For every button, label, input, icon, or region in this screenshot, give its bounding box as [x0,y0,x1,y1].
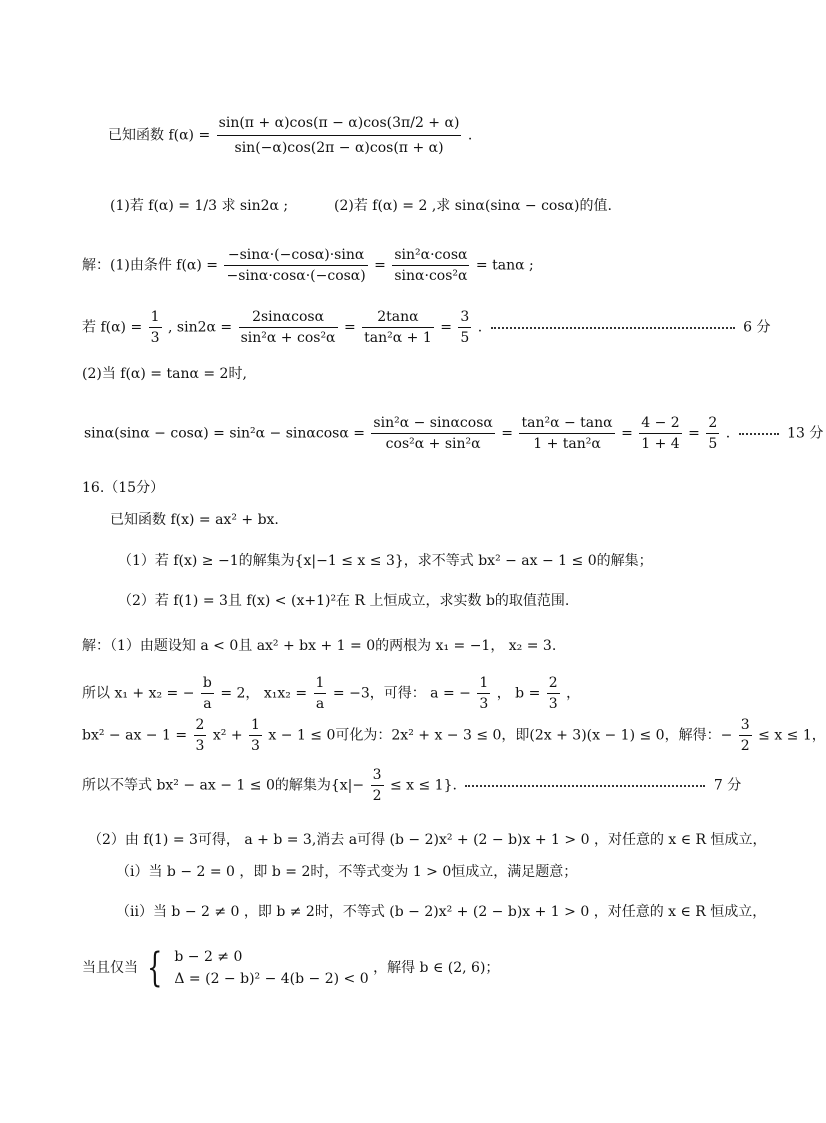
problem-16-given: 已知函数 f(x) = ax² + bx. [110,512,279,528]
fraction-numerator: 1 [249,716,262,736]
line-text: 所以不等式 bx² − ax − 1 ≤ 0的解集为{x|− [82,777,365,794]
problem-16-solution-2 [82,674,580,713]
score-leader-dots [739,433,779,435]
line-text: , sin2α = [168,319,233,336]
fraction-denominator: 1 + tan²α [533,436,601,452]
line-text: = −3，可得： a = − [332,685,471,702]
solution-1-fraction-2 [392,246,469,285]
problem-16-question-2: （2）若 f(1) = 3且 f(x) < (x+1)²在 R 上恒成立，求实数 b的取值范围. [118,593,570,609]
given-prefix: 已知函数 f(α) = [108,127,211,144]
fraction-numerator: 2tanα [362,308,434,328]
fraction-numerator: 2sinαcosα [239,308,338,328]
problem-16-header: 16.（15分） [82,480,165,496]
score-label: 6 分 [743,319,771,336]
question-1: (1)若 f(α) = 1/3 求 sin2α ; [110,198,289,214]
fraction-numerator: 3 [371,766,384,786]
fraction-numerator: 3 [739,716,752,736]
fraction-denominator: −sinα·cosα·(−cosα) [226,268,366,284]
fraction [519,414,614,453]
line-text: ≤ x ≤ 1， [758,727,826,744]
line-text: ≤ x ≤ 1}. [389,777,457,794]
fraction-numerator: 4 − 2 [639,414,681,434]
problem-16-solution-3 [82,716,826,755]
solution-1-prefix: 解：(1)由条件 f(α) = [82,257,219,274]
fraction-denominator: 3 [479,696,489,712]
fraction [249,716,262,755]
line-text: bx² − ax − 1 = [82,727,188,744]
fraction-denominator: cos²α + sin²α [385,436,481,452]
fraction-numerator: −sinα·(−cosα)·sinα [224,246,367,266]
fraction-numerator: 1 [149,308,162,328]
fraction-numerator: 3 [458,308,471,328]
fraction-numerator: 1 [314,674,327,694]
problem-16-solution-8 [82,946,499,990]
system-condition-2: Δ = (2 − b)² − 4(b − 2) < 0 [174,971,369,987]
fraction-numerator: 1 [477,674,490,694]
fraction [371,766,384,805]
fraction [706,414,719,453]
fraction [458,308,471,347]
fraction-denominator: 3 [150,330,160,346]
solution-3-line: (2)当 f(α) = tanα = 2时, [82,366,247,382]
line-text: x − 1 ≤ 0可化为：2x² + x − 3 ≤ 0，即(2x + 3)(x − 1) ≤ 0，解得：− [268,727,733,744]
fraction-numerator: 2 [194,716,207,736]
fraction-denominator: 5 [460,330,470,346]
fraction [739,716,752,755]
fraction-numerator: sin²α − sinαcosα [371,414,494,434]
fraction-denominator: 5 [708,436,718,452]
inequality-system [174,946,368,990]
solution-1-line [82,246,534,285]
problem-16-solution-7: （ii）当 b − 2 ≠ 0 ，即 b ≠ 2时，不等式 (b − 2)x² + (2 − b)x + 1 > 0 ，对任意的 x ∈ R 恒成立， [116,904,767,920]
left-brace: { [147,945,163,991]
fraction-numerator: b [201,674,214,694]
fraction-denominator: sin²α + cos²α [240,330,336,346]
fraction-denominator: a [315,696,325,712]
line-text: x² + [212,727,243,744]
problem-16-question-1: （1）若 f(x) ≥ −1的解集为{x|−1 ≤ x ≤ 3}，求不等式 bx² − ax − 1 ≤ 0的解集； [118,553,653,569]
fraction [547,674,560,713]
fraction [201,674,214,713]
fraction [371,414,494,453]
line-text: = 2， x₁x₂ = [220,685,308,702]
fraction-denominator: a [203,696,212,712]
problem-16-solution-1: 解：（1）由题设知 a < 0且 ax² + bx + 1 = 0的两根为 x₁ = −1， x₂ = 3. [82,638,557,654]
score-label: 7 分 [713,777,742,794]
score-label: 13 分 [787,425,824,442]
given-fraction [217,112,462,159]
fraction [362,308,434,347]
given-denominator: sin(−α)cos(2π − α)cos(π + α) [234,140,444,156]
line-text: ， b = [496,685,541,702]
fraction-denominator: 2 [372,788,382,804]
equals-sign: = [374,257,386,274]
line-text: 所以 x₁ + x₂ = − [82,685,195,702]
problem-16-solution-4 [82,766,741,805]
fraction [239,308,338,347]
fraction [314,674,327,713]
solution-4-line: sinα(sinα − cosα) = sin²α − sinαcosα = $\frac{\text{sin²α − sinαcosα}}{\text{cos²α + sin²α}}$ = $\frac{\text{tan²α − tanα}}{\text{1 + tan²α}}$ = $\frac{4 - 2}{1 + 4}$ = $\frac{2}{5}$ . 13 分 [84,415,824,452]
fraction [149,308,162,347]
fraction-denominator: sinα·cos²α [394,268,468,284]
given-numerator: sin(π + α)cos(π − α)cos(3π/2 + α) [217,112,462,136]
fraction-denominator: 3 [548,696,558,712]
fraction [477,674,490,713]
system-condition-1: b − 2 ≠ 0 [174,949,243,965]
given-end: . [467,127,473,144]
problem-16-solution-6: （i）当 b − 2 = 0 ，即 b = 2时，不等式变为 1 > 0恒成立，满足题意； [116,864,578,880]
fraction-numerator: sin²α·cosα [392,246,469,266]
fraction [194,716,207,755]
given-function-line [108,112,472,159]
score-leader-dots [491,327,735,329]
fraction [639,414,681,453]
fraction-denominator: 1 + 4 [641,436,680,452]
problem-16-solution-5: （2）由 f(1) = 3可得， a + b = 3,消去 a可得 (b − 2)x² + (2 − b)x + 1 > 0 ，对任意的 x ∈ R 恒成立， [88,832,767,848]
line-prefix: sinα(sinα − cosα) = sin²α − sinαcosα = [84,425,365,442]
line-text: ，解得 b ∈ (2, 6)； [373,960,500,976]
line-text: 当且仅当 [82,960,138,976]
line-prefix: 若 f(α) = [82,319,143,336]
fraction-denominator: 2 [740,738,750,754]
line-text: ， [566,685,581,702]
solution-2-line: 若 f(α) = $\frac{1}{3}$ , sin2α = $\frac{2\sin\alpha\cos\alpha}{\text{sin²α + cos²α}}$ = $\frac{2\tan\alpha}{\text{tan²α + 1}}$ = $\frac{3}{5}$ . 6 分 [82,309,771,346]
score-leader-dots [465,785,705,787]
fraction-numerator: tan²α − tanα [519,414,614,434]
solution-1-fraction-1 [224,246,367,285]
solution-1-end: = tanα ; [475,257,534,274]
fraction-denominator: 3 [195,738,205,754]
fraction-denominator: tan²α + 1 [364,330,432,346]
fraction-numerator: 2 [706,414,719,434]
question-2: (2)若 f(α) = 2 ,求 sinα(sinα − cosα)的值. [334,198,612,214]
fraction-numerator: 2 [547,674,560,694]
fraction-denominator: 3 [251,738,260,754]
